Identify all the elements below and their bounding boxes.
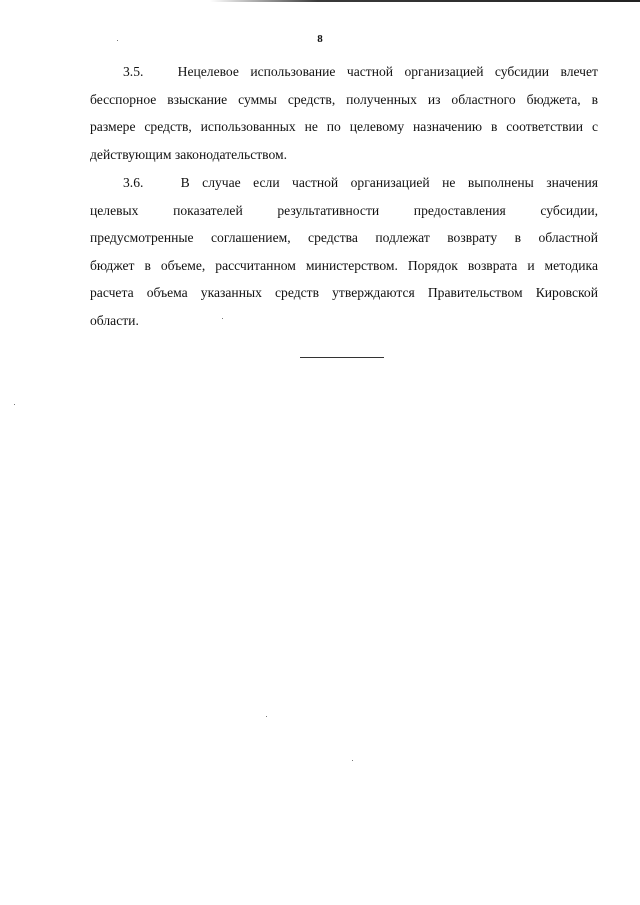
scan-speck [117, 40, 118, 41]
text-line: целевых показателей результативности предоставления субсидии, [90, 202, 598, 218]
page-number: 8 [317, 33, 323, 45]
scan-speck [14, 404, 15, 405]
text-line: бесспорное взыскание суммы средств, полученных из областного бюджета, в [90, 91, 598, 107]
scan-speck [352, 760, 353, 761]
scan-speck [222, 318, 223, 319]
text-line: размере средств, использованных не по целевому назначению в соответствии с [90, 119, 598, 134]
text-line: бюджет в объеме, рассчитанном министерством. Порядок возврата и методика [90, 257, 598, 273]
scan-edge-line [210, 0, 640, 2]
text-line: действующим законодательством. [90, 146, 288, 162]
text-line: 3.6. В случае если частной организацией не выполнены значения [123, 175, 598, 190]
document-body [90, 58, 598, 334]
text-line: области. [90, 312, 139, 328]
paragraph-3-6 [90, 169, 598, 334]
text-line: расчета объема указанных средств утверждаются Правительством Кировской [90, 285, 598, 300]
text-line: 3.5. Нецелевое использование частной организацией субсидии влечет [123, 64, 598, 79]
text-line: предусмотренные соглашением, средства подлежат возврату в областной [90, 230, 598, 245]
paragraph-3-5 [90, 58, 598, 168]
end-of-text-rule [300, 357, 384, 358]
scan-speck [266, 716, 267, 717]
